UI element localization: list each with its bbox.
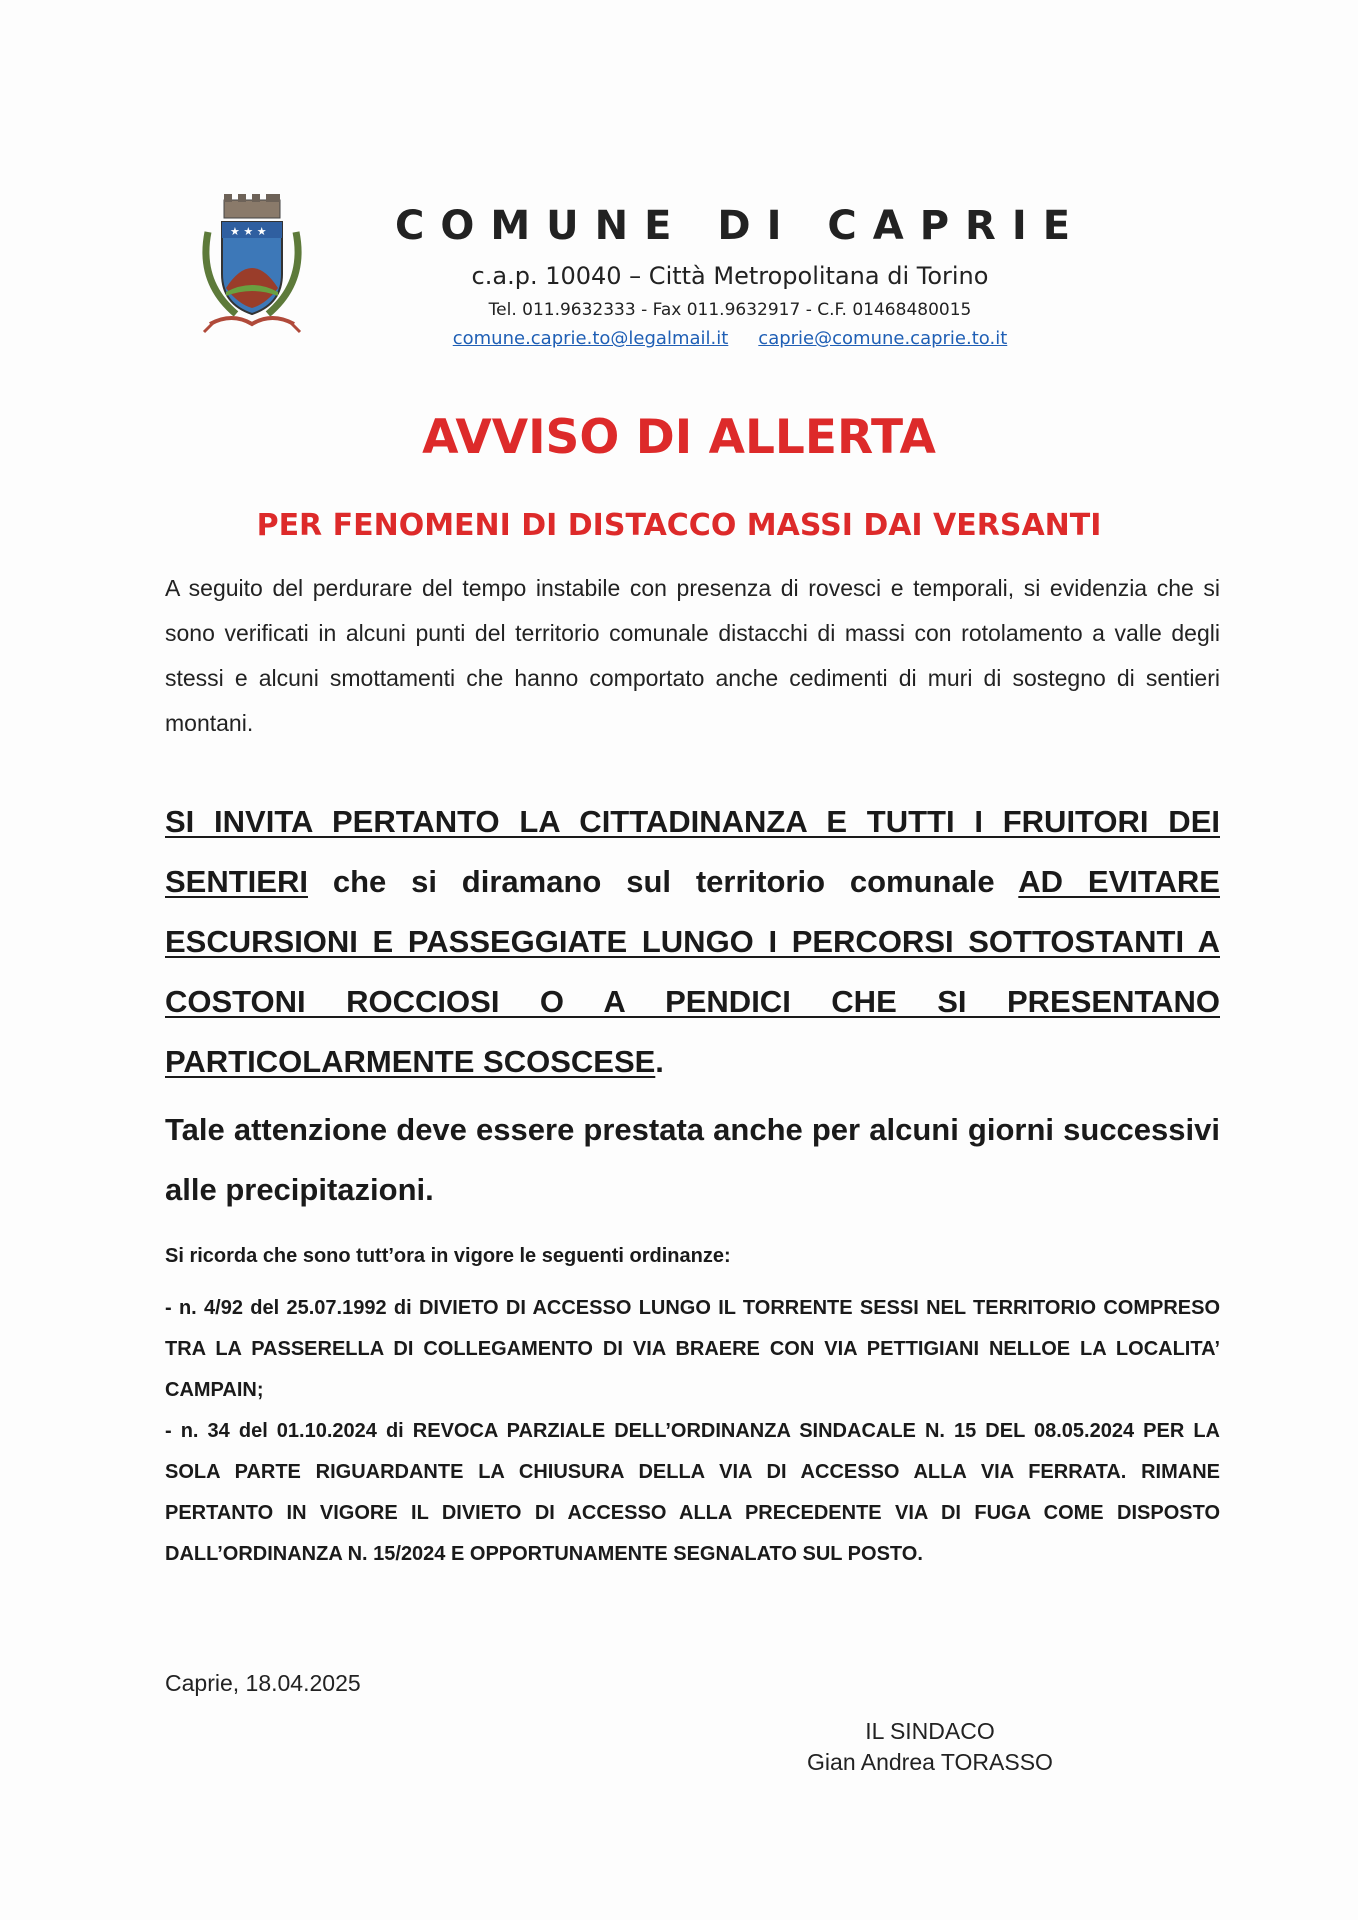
ordinance-item: - n. 34 del 01.10.2024 di REVOCA PARZIALE DELL’ORDINANZA SINDACALE N. 15 DEL 08.05.2024 PER LA SOLA PARTE RIGUARDANTE LA CHIUSURA DELLA VIA DI ACCESSO ALLA VIA FERRATA. RIMANE PERTANTO IN VIGORE IL DIVIETO DI ACCESSO ALLA PRECEDENTE VIA DI FUGA COME DISPOSTO DALL’ORDINANZA N. 15/2024 E OPPORTUNAMENTE SEGNALATO SUL POSTO. (165, 1420, 1220, 1565)
notice-subtitle: PER FENOMENI DI DISTACCO MASSI DAI VERSANTI (256, 508, 1102, 543)
email-links (420, 328, 1040, 349)
signer-name: Gian Andrea TORASSO (807, 1749, 1053, 1775)
ordinance-item: - n. 4/92 del 25.07.1992 di DIVIETO DI ACCESSO LUNGO IL TORRENTE SESSI NEL TERRITORIO COMPRESO TRA LA PASSERELLA DI COLLEGAMENTO DI VIA BRAERE CON VIA PETTIGIANI NELLOE LA LOCALITA’ CAMPAIN; (165, 1297, 1220, 1401)
notice-title: AVVISO DI ALLERTA (422, 410, 936, 465)
attention-note: Tale attenzione deve essere prestata anche per alcuni giorni successivi alle precipitazioni. (165, 1112, 1220, 1207)
postal-code-line: c.a.p. 10040 – Città Metropolitana di Torino (471, 262, 989, 290)
place-date: Caprie, 18.04.2025 (165, 1670, 361, 1696)
municipality-name: COMUNE DI CAPRIE (395, 203, 1087, 249)
signer-role: IL SINDACO (865, 1718, 995, 1744)
warning-emphasis-1: SI INVITA PERTANTO LA CITTADINANZA E TUTTI I FRUITORI DEI SENTIERI (165, 804, 1220, 899)
warning-text: che si diramano sul territorio comunale (307, 864, 1019, 899)
warning-end: . (655, 1044, 664, 1079)
pec-email-link[interactable]: comune.caprie.to@legalmail.it (452, 328, 729, 349)
warning-paragraph (165, 792, 1220, 1092)
coat-of-arms-icon (196, 192, 308, 342)
svg-text:★ ★ ★: ★ ★ ★ (230, 225, 267, 238)
ordinances-intro: Si ricorda che sono tutt’ora in vigore le seguenti ordinanze: (165, 1245, 731, 1267)
email-link[interactable]: caprie@comune.caprie.to.it (758, 328, 1008, 349)
contact-numbers: Tel. 011.9632333 - Fax 011.9632917 - C.F. 01468480015 (488, 300, 972, 320)
intro-paragraph: A seguito del perdurare del tempo instabile con presenza di rovesci e temporali, si evidenzia che si sono verificati in alcuni punti del territorio comunale distacchi di massi con rotolamento a valle degli stessi e alcuni smottamenti che hanno comportato anche cedimenti di muri di sostegno di sentieri montani. (165, 575, 1220, 736)
warning-emphasis-2: AD EVITARE ESCURSIONI E PASSEGGIATE LUNGO I PERCORSI SOTTOSTANTI A COSTONI ROCCIOSI O A PENDICI CHE SI PRESENTANO PARTICOLARMENTE SCOSCESE (165, 864, 1220, 1079)
